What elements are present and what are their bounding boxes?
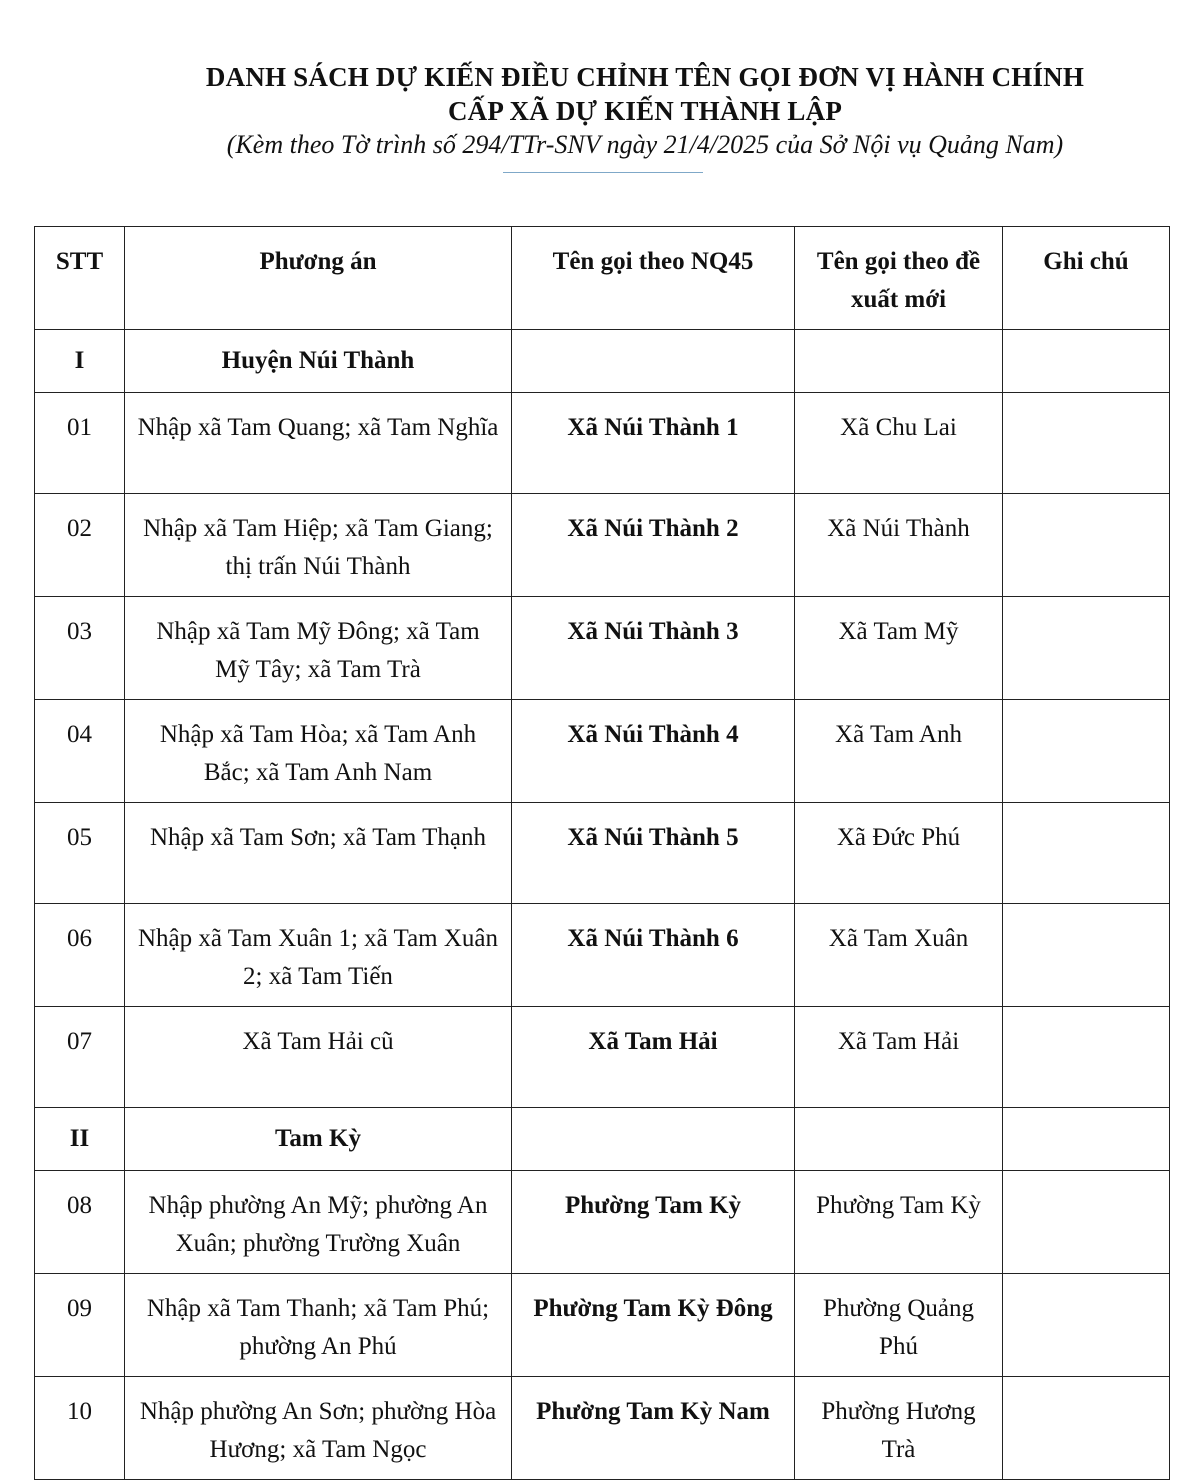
row-stt: 08 bbox=[35, 1171, 125, 1274]
row-stt: 05 bbox=[35, 803, 125, 904]
column-header-stt: STT bbox=[35, 227, 125, 330]
section-empty-cell bbox=[512, 1108, 795, 1171]
row-new-name: Xã Chu Lai bbox=[795, 393, 1003, 494]
row-nq45-name: Xã Núi Thành 3 bbox=[512, 597, 795, 700]
row-new-name: Phường Hương Trà bbox=[795, 1377, 1003, 1480]
table-row bbox=[35, 1274, 1170, 1377]
subtitle-underline bbox=[503, 172, 703, 173]
section-empty-cell bbox=[795, 1108, 1003, 1171]
row-nq45-name: Phường Tam Kỳ Nam bbox=[512, 1377, 795, 1480]
row-note bbox=[1003, 803, 1170, 904]
row-plan: Nhập xã Tam Mỹ Đông; xã Tam Mỹ Tây; xã Tam Trà bbox=[125, 597, 512, 700]
column-header-nq45-name: Tên gọi theo NQ45 bbox=[512, 227, 795, 330]
row-plan: Nhập xã Tam Thanh; xã Tam Phú; phường An Phú bbox=[125, 1274, 512, 1377]
row-note bbox=[1003, 1377, 1170, 1480]
row-plan: Nhập phường An Mỹ; phường An Xuân; phường Trường Xuân bbox=[125, 1171, 512, 1274]
row-nq45-name: Xã Núi Thành 2 bbox=[512, 494, 795, 597]
row-note bbox=[1003, 597, 1170, 700]
section-number: I bbox=[35, 330, 125, 393]
section-empty-cell bbox=[512, 330, 795, 393]
row-new-name: Phường Tam Kỳ bbox=[795, 1171, 1003, 1274]
row-nq45-name: Xã Núi Thành 4 bbox=[512, 700, 795, 803]
row-nq45-name: Phường Tam Kỳ Đông bbox=[512, 1274, 795, 1377]
row-note bbox=[1003, 1171, 1170, 1274]
row-plan: Nhập xã Tam Xuân 1; xã Tam Xuân 2; xã Tam Tiến bbox=[125, 904, 512, 1007]
row-plan: Nhập xã Tam Hiệp; xã Tam Giang; thị trấn Núi Thành bbox=[125, 494, 512, 597]
row-plan: Nhập xã Tam Hòa; xã Tam Anh Bắc; xã Tam Anh Nam bbox=[125, 700, 512, 803]
renaming-table bbox=[34, 226, 1170, 1480]
row-plan: Nhập phường An Sơn; phường Hòa Hương; xã Tam Ngọc bbox=[125, 1377, 512, 1480]
table-row bbox=[35, 803, 1170, 904]
column-header-new-name: Tên gọi theo đề xuất mới bbox=[795, 227, 1003, 330]
table-row bbox=[35, 1007, 1170, 1108]
row-stt: 06 bbox=[35, 904, 125, 1007]
row-stt: 09 bbox=[35, 1274, 125, 1377]
row-nq45-name: Phường Tam Kỳ bbox=[512, 1171, 795, 1274]
document-subtitle: (Kèm theo Tờ trình số 294/TTr-SNV ngày 21/4/2025 của Sở Nội vụ Quảng Nam) bbox=[226, 130, 1064, 159]
row-stt: 10 bbox=[35, 1377, 125, 1480]
row-plan: Nhập xã Tam Quang; xã Tam Nghĩa bbox=[125, 393, 512, 494]
table-body bbox=[35, 330, 1170, 1480]
column-header-plan: Phương án bbox=[125, 227, 512, 330]
table-header-row bbox=[35, 227, 1170, 330]
row-plan: Nhập xã Tam Sơn; xã Tam Thạnh bbox=[125, 803, 512, 904]
row-note bbox=[1003, 393, 1170, 494]
table-row bbox=[35, 494, 1170, 597]
row-stt: 07 bbox=[35, 1007, 125, 1108]
row-nq45-name: Xã Núi Thành 6 bbox=[512, 904, 795, 1007]
section-row bbox=[35, 330, 1170, 393]
section-row bbox=[35, 1108, 1170, 1171]
row-new-name: Xã Tam Xuân bbox=[795, 904, 1003, 1007]
table-row bbox=[35, 1171, 1170, 1274]
document-title-line1: DANH SÁCH DỰ KIẾN ĐIỀU CHỈNH TÊN GỌI ĐƠN VỊ HÀNH CHÍNH bbox=[205, 62, 1085, 92]
section-empty-cell bbox=[1003, 1108, 1170, 1171]
section-empty-cell bbox=[1003, 330, 1170, 393]
row-note bbox=[1003, 1274, 1170, 1377]
row-nq45-name: Xã Tam Hải bbox=[512, 1007, 795, 1108]
row-stt: 01 bbox=[35, 393, 125, 494]
section-number: II bbox=[35, 1108, 125, 1171]
row-note bbox=[1003, 700, 1170, 803]
table-row bbox=[35, 393, 1170, 494]
row-nq45-name: Xã Núi Thành 1 bbox=[512, 393, 795, 494]
section-empty-cell bbox=[795, 330, 1003, 393]
row-note bbox=[1003, 904, 1170, 1007]
row-new-name: Xã Tam Mỹ bbox=[795, 597, 1003, 700]
row-stt: 03 bbox=[35, 597, 125, 700]
row-stt: 02 bbox=[35, 494, 125, 597]
section-name: Huyện Núi Thành bbox=[125, 330, 512, 393]
document-title-line2: CẤP XÃ DỰ KIẾN THÀNH LẬP bbox=[447, 96, 843, 126]
table-row bbox=[35, 597, 1170, 700]
row-new-name: Xã Núi Thành bbox=[795, 494, 1003, 597]
row-stt: 04 bbox=[35, 700, 125, 803]
row-nq45-name: Xã Núi Thành 5 bbox=[512, 803, 795, 904]
row-note bbox=[1003, 494, 1170, 597]
row-note bbox=[1003, 1007, 1170, 1108]
table-row bbox=[35, 700, 1170, 803]
row-new-name: Xã Tam Anh bbox=[795, 700, 1003, 803]
column-header-note: Ghi chú bbox=[1003, 227, 1170, 330]
row-plan: Xã Tam Hải cũ bbox=[125, 1007, 512, 1108]
table-row bbox=[35, 1377, 1170, 1480]
row-new-name: Xã Đức Phú bbox=[795, 803, 1003, 904]
table-row bbox=[35, 904, 1170, 1007]
row-new-name: Xã Tam Hải bbox=[795, 1007, 1003, 1108]
row-new-name: Phường Quảng Phú bbox=[795, 1274, 1003, 1377]
section-name: Tam Kỳ bbox=[125, 1108, 512, 1171]
